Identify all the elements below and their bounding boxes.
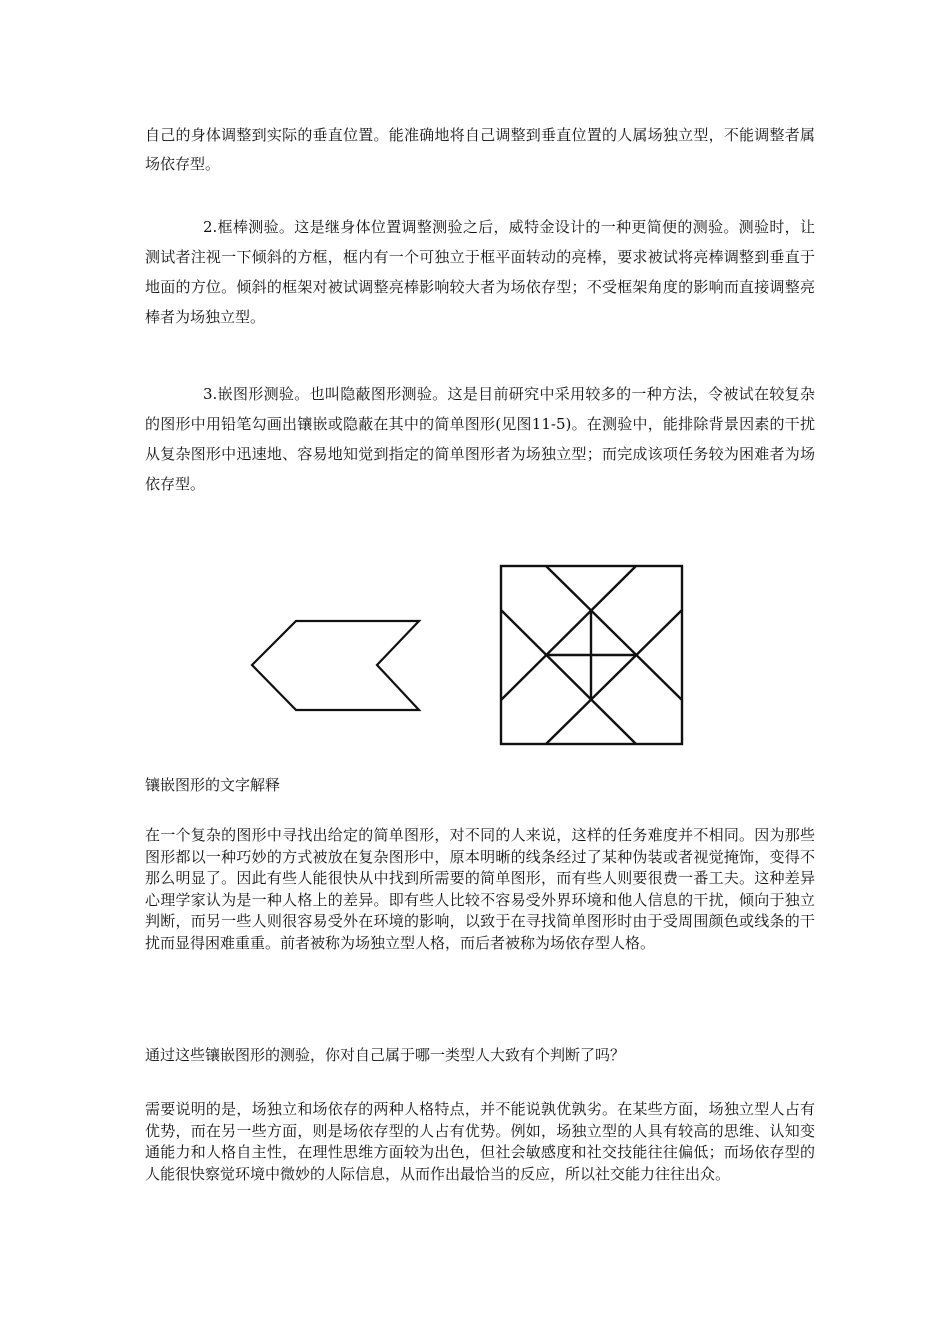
simple-figure-icon	[252, 621, 419, 710]
paragraph-body-position-continued: 自己的身体调整到实际的垂直位置。能准确地将自己调整到垂直位置的人属场独立型，不能调整者属场依存型。	[145, 126, 815, 173]
paragraph-rod-frame-test: 2.框棒测验。这是继身体位置调整测验之后，威特金设计的一种更简便的测验。测验时，让测试者注视一下倾斜的方框，框内有一个可独立于框平面转动的亮棒，要求被试将亮棒调整到垂直于地面的方位。倾斜的框架对被试调整亮棒影响较大者为场依存型；不受框架角度的影响而直接调整亮棒者为场独立型。	[145, 218, 815, 326]
paragraph-question: 通过这些镶嵌图形的测验，你对自己属于哪一类型人大致有个判断了吗？	[145, 1046, 626, 1064]
paragraph-embedded-figures-test: 3.嵌图形测验。也叫隐蔽图形测验。这是目前研究中采用较多的一种方法，令被试在较复杂的图形中用铅笔勾画出镶嵌或隐蔽在其中的简单图形(见图11-5)。在测验中，能排除背景因素的干扰从复杂图形中迅速地、容易地知觉到指定的简单图形者为场独立型；而完成该项任务较为困难者为场依存型。	[145, 385, 815, 493]
embedded-figures-svg	[240, 556, 700, 756]
paragraph-conclusion: 需要说明的是，场独立和场依存的两种人格特点，并不能说孰优孰劣。在某些方面，场独立型人占有优势，而在另一些方面，则是场依存型的人占有优势。例如，场独立型的人具有较高的思维、认知变通能力和人格自主性，在理性思维方面较为出色，但社会敏感度和社交技能往往偏低；而场依存型的人能很快察觉环境中微妙的人际信息，从而作出最恰当的反应，所以社交能力往往出众。	[145, 1100, 815, 1183]
embedded-figures-illustration	[240, 556, 700, 756]
complex-figure-icon	[501, 566, 682, 744]
figure-caption: 镶嵌图形的文字解释	[145, 776, 281, 794]
paragraph-explanation: 在一个复杂的图形中寻找出给定的简单图形，对不同的人来说，这样的任务难度并不相同。因为那些图形都以一种巧妙的方式被放在复杂图形中，原本明晰的线条经过了某种伪装或者视觉掩饰，变得不那么明显了。因此有些人能很快从中找到所需要的简单图形，而有些人则要很费一番工夫。这种差异心理学家认为是一种人格上的差异。即有些人比较不容易受外界环境和他人信息的干扰，倾向于独立判断，而另一些人则很容易受外在环境的影响，以致于在寻找简单图形时由于受周围颜色或线条的干扰而显得困难重重。前者被称为场独立型人格，而后者被称为场依存型人格。	[145, 826, 815, 952]
